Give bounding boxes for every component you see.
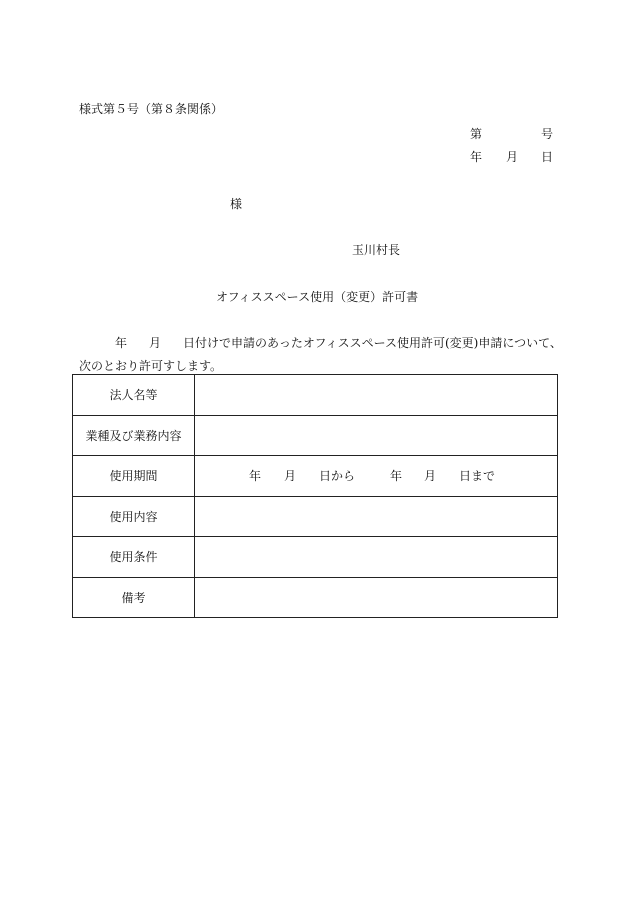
label-usage-conditions: 使用条件 (73, 537, 195, 578)
label-business-type: 業種及び業務内容 (73, 415, 195, 456)
period-from-month: 月 (284, 469, 297, 483)
period-from-day: 日から (319, 469, 356, 483)
value-usage-content[interactable] (195, 496, 558, 537)
period-to-month: 月 (424, 469, 437, 483)
body-month-label: 月 (149, 336, 162, 350)
date-year-label: 年 (470, 150, 483, 164)
date-month-label: 月 (506, 150, 519, 164)
table-row-corporate-name (73, 375, 558, 416)
period-from-year: 年 (249, 469, 262, 483)
value-usage-period[interactable] (195, 456, 558, 497)
table-row-business-type (73, 415, 558, 456)
table-row-remarks (73, 577, 558, 618)
value-remarks[interactable] (195, 577, 558, 618)
date-day-label: 日 (541, 150, 554, 164)
value-business-type[interactable] (195, 415, 558, 456)
body-year-label: 年 (115, 336, 128, 350)
table-row-usage-period (73, 456, 558, 497)
label-usage-period: 使用期間 (73, 456, 195, 497)
table-row-usage-conditions (73, 537, 558, 578)
issuer-name: 玉川村長 (352, 243, 401, 257)
table-row-usage-content (73, 496, 558, 537)
value-usage-conditions[interactable] (195, 537, 558, 578)
form-number: 様式第５号（第８条関係） (79, 102, 224, 116)
addressee-honorific: 様 (230, 197, 243, 211)
document-number-suffix: 号 (541, 127, 554, 141)
body-text-line-2: 次のとおり許可すします。 (79, 359, 223, 373)
label-usage-content: 使用内容 (73, 496, 195, 537)
permit-details-table (72, 374, 558, 618)
body-text-line-1 (79, 335, 562, 351)
document-title: オフィススペース使用（変更）許可書 (216, 290, 419, 304)
body-text-1: 日付けで申請のあったオフィススペース使用許可(変更)申請について、 (183, 336, 562, 350)
label-corporate-name: 法人名等 (73, 375, 195, 416)
period-to-year: 年 (390, 469, 403, 483)
label-remarks: 備考 (73, 577, 195, 618)
value-corporate-name[interactable] (195, 375, 558, 416)
document-number-prefix: 第 (470, 127, 483, 141)
period-to-day: 日まで (459, 469, 496, 483)
